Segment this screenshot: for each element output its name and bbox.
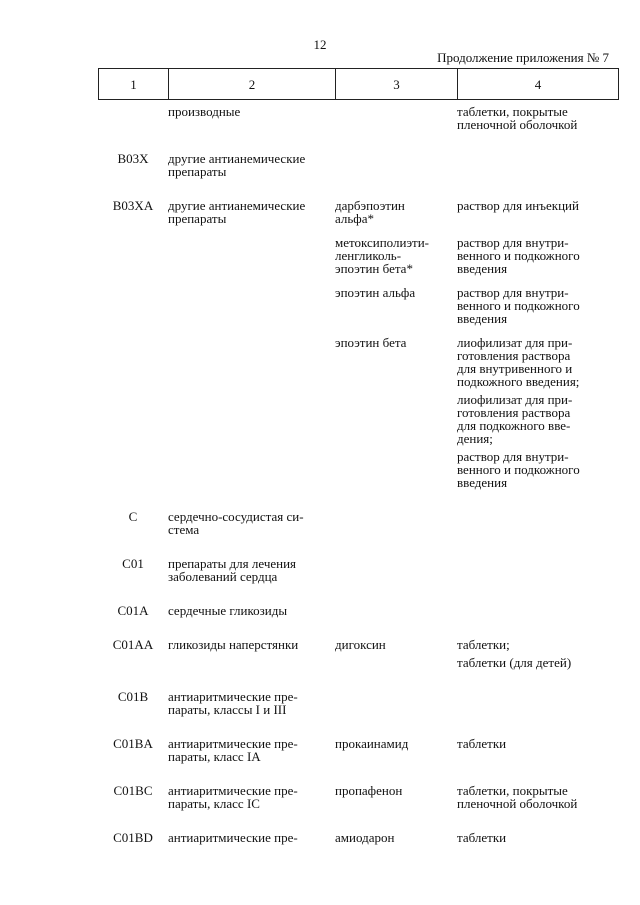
dosage-form — [457, 199, 618, 212]
column-header-table — [98, 68, 619, 100]
substance-name — [335, 325, 457, 489]
group-name-text-line: другие антианемические — [168, 151, 306, 166]
substance-name-text-line: эпоэтин бета* — [335, 261, 413, 276]
group-name-text — [168, 105, 335, 118]
dosage-form-line: таблетки, покрытые — [457, 783, 568, 798]
substance-name — [335, 225, 457, 275]
dosage-forms — [457, 810, 618, 844]
dosage-form-line: раствор для инъекций — [457, 198, 579, 213]
dosage-forms — [457, 178, 618, 225]
substance-name-text-line: метоксиполиэти- — [335, 235, 430, 250]
dosage-form — [457, 638, 618, 651]
dosage-form-line: готовления раствора — [457, 348, 571, 363]
atc-code: C — [128, 509, 138, 524]
substance-name-text-line: пропафенон — [335, 783, 403, 798]
group-name — [168, 669, 335, 716]
table-row — [98, 178, 618, 225]
atc-code: C01B — [117, 689, 149, 704]
atc-code: C01BC — [113, 783, 153, 798]
drug-table — [98, 105, 618, 844]
substance-name-text-line: эпоэтин бета — [335, 335, 407, 350]
dosage-form-line: таблетки — [457, 830, 507, 845]
dosage-form — [457, 450, 618, 489]
dosage-form-line: для подкожного вве- — [457, 418, 571, 433]
group-name-text-line: препараты — [168, 164, 227, 179]
substance-name — [335, 617, 457, 669]
column-header-3: 3 — [336, 69, 458, 100]
group-name-text-line: антиаритмические пре- — [168, 783, 298, 798]
dosage-form — [457, 336, 618, 388]
dosage-forms — [457, 131, 618, 178]
dosage-form — [457, 236, 618, 275]
group-name — [168, 105, 335, 131]
group-name-text-line: антиаритмические пре- — [168, 736, 298, 751]
dosage-form-line: введения — [457, 261, 508, 276]
dosage-form — [457, 105, 618, 131]
dosage-form — [457, 286, 618, 325]
group-name-text — [168, 199, 335, 225]
atc-code: C01AA — [112, 637, 154, 652]
table-row — [98, 716, 618, 763]
dosage-form-line: таблетки, покрытые — [457, 104, 568, 119]
substance-name-text — [335, 638, 457, 651]
dosage-forms — [457, 716, 618, 763]
group-name-text — [168, 510, 335, 536]
group-name-text-line: препараты для лечения — [168, 556, 297, 571]
dosage-form-line: введения — [457, 475, 508, 490]
dosage-form-line: раствор для внутри- — [457, 449, 569, 464]
dosage-form-line: введения — [457, 311, 508, 326]
substance-name-text — [335, 831, 457, 844]
table-row — [98, 583, 618, 617]
substance-name-text — [335, 737, 457, 750]
group-name-text-line: сердечно-сосудистая си- — [168, 509, 304, 524]
atc-code: C01BD — [113, 830, 153, 845]
dosage-form-line: пленочной оболочкой — [457, 117, 578, 132]
group-name-text-line: заболеваний сердца — [168, 569, 278, 584]
group-name — [168, 716, 335, 763]
dosage-form — [457, 656, 618, 669]
atc-code: C01BA — [113, 736, 153, 751]
group-name-text — [168, 784, 335, 810]
dosage-form-line: раствор для внутри- — [457, 285, 569, 300]
dosage-form-line: раствор для внутри- — [457, 235, 569, 250]
group-name-text — [168, 557, 335, 583]
table-row — [98, 810, 618, 844]
atc-code: C01A — [117, 603, 149, 618]
group-name-text-line: другие антианемические — [168, 198, 306, 213]
dosage-form — [457, 784, 618, 810]
dosage-form-line: лиофилизат для при- — [457, 335, 573, 350]
substance-name — [335, 716, 457, 763]
dosage-form-line: таблетки; — [457, 637, 510, 652]
substance-name — [335, 131, 457, 178]
substance-name — [335, 178, 457, 225]
dosage-forms — [457, 536, 618, 583]
substance-name-text — [335, 199, 457, 225]
group-name — [168, 617, 335, 669]
dosage-form — [457, 831, 618, 844]
substance-name — [335, 763, 457, 810]
substance-name — [335, 536, 457, 583]
dosage-form-line: дения; — [457, 431, 493, 446]
group-name-text-line: препараты — [168, 211, 227, 226]
substance-name — [335, 105, 457, 131]
substance-name-text — [335, 784, 457, 797]
group-name-text-line: параты, классы I и III — [168, 702, 287, 717]
dosage-form-line: лиофилизат для при- — [457, 392, 573, 407]
atc-code: B03XA — [112, 198, 154, 213]
atc-code: C01 — [122, 556, 144, 571]
group-name — [168, 763, 335, 810]
group-name — [168, 583, 335, 617]
group-name — [168, 178, 335, 489]
atc-code — [98, 105, 168, 131]
group-name-text-line: гликозиды наперстянки — [168, 637, 299, 652]
dosage-forms — [457, 669, 618, 716]
substance-name-text — [335, 286, 457, 299]
page-number: 12 — [313, 37, 327, 52]
group-name-text-line: параты, класс IA — [168, 749, 261, 764]
dosage-forms — [457, 105, 618, 131]
substance-name-text-line: ленгликоль- — [335, 248, 402, 263]
substance-name — [335, 810, 457, 844]
group-name-text-line: антиаритмические пре- — [168, 830, 298, 845]
group-name-text — [168, 604, 335, 617]
dosage-forms — [457, 325, 618, 489]
substance-name-text-line: амиодарон — [335, 830, 395, 845]
substance-name — [335, 489, 457, 536]
column-header-1: 1 — [99, 69, 169, 100]
column-header-2: 2 — [169, 69, 336, 100]
substance-name — [335, 275, 457, 325]
dosage-forms — [457, 763, 618, 810]
substance-name-text-line: прокаинамид — [335, 736, 409, 751]
substance-name-text — [335, 336, 457, 349]
substance-name — [335, 669, 457, 716]
group-name-text-line: антиаритмические пре- — [168, 689, 298, 704]
table-row — [98, 536, 618, 583]
group-name-text — [168, 638, 335, 651]
substance-name-text-line: дигоксин — [335, 637, 386, 652]
group-name-text — [168, 831, 335, 844]
dosage-form-line: пленочной оболочкой — [457, 796, 578, 811]
dosage-form — [457, 737, 618, 750]
group-name-text — [168, 737, 335, 763]
group-name-text-line: производные — [168, 104, 241, 119]
dosage-form-line: венного и подкожного — [457, 248, 580, 263]
column-header-row — [99, 69, 619, 100]
group-name-text-line: стема — [168, 522, 200, 537]
group-name — [168, 131, 335, 178]
dosage-forms — [457, 275, 618, 325]
table-row — [98, 105, 618, 131]
dosage-forms — [457, 583, 618, 617]
dosage-form-line: таблетки — [457, 736, 507, 751]
substance-name-text-line: эпоэтин альфа — [335, 285, 416, 300]
table-row — [98, 669, 618, 716]
dosage-form-line: венного и подкожного — [457, 298, 580, 313]
substance-name-text-line: альфа* — [335, 211, 374, 226]
dosage-form-line: венного и подкожного — [457, 462, 580, 477]
dosage-form-line: для внутривенного и — [457, 361, 573, 376]
dosage-form-line: готовления раствора — [457, 405, 571, 420]
group-name — [168, 489, 335, 536]
substance-name-text-line: дарбэпоэтин — [335, 198, 405, 213]
dosage-form-line: таблетки (для детей) — [457, 655, 572, 670]
group-name — [168, 536, 335, 583]
column-header-4: 4 — [458, 69, 619, 100]
table-row — [98, 131, 618, 178]
table-row — [98, 617, 618, 669]
group-name-text-line: параты, класс IC — [168, 796, 260, 811]
group-name-text — [168, 152, 335, 178]
dosage-forms — [457, 489, 618, 536]
continuation-label: Продолжение приложения № 7 — [437, 50, 609, 65]
group-name — [168, 810, 335, 844]
dosage-forms — [457, 617, 618, 669]
atc-code: B03X — [117, 151, 149, 166]
group-name-text-line: сердечные гликозиды — [168, 603, 288, 618]
group-name-text — [168, 690, 335, 716]
dosage-form — [457, 393, 618, 445]
dosage-form-line: подкожного введения; — [457, 374, 580, 389]
table-row — [98, 763, 618, 810]
table-row — [98, 489, 618, 536]
substance-name-text — [335, 236, 457, 275]
dosage-forms — [457, 225, 618, 275]
substance-name — [335, 583, 457, 617]
